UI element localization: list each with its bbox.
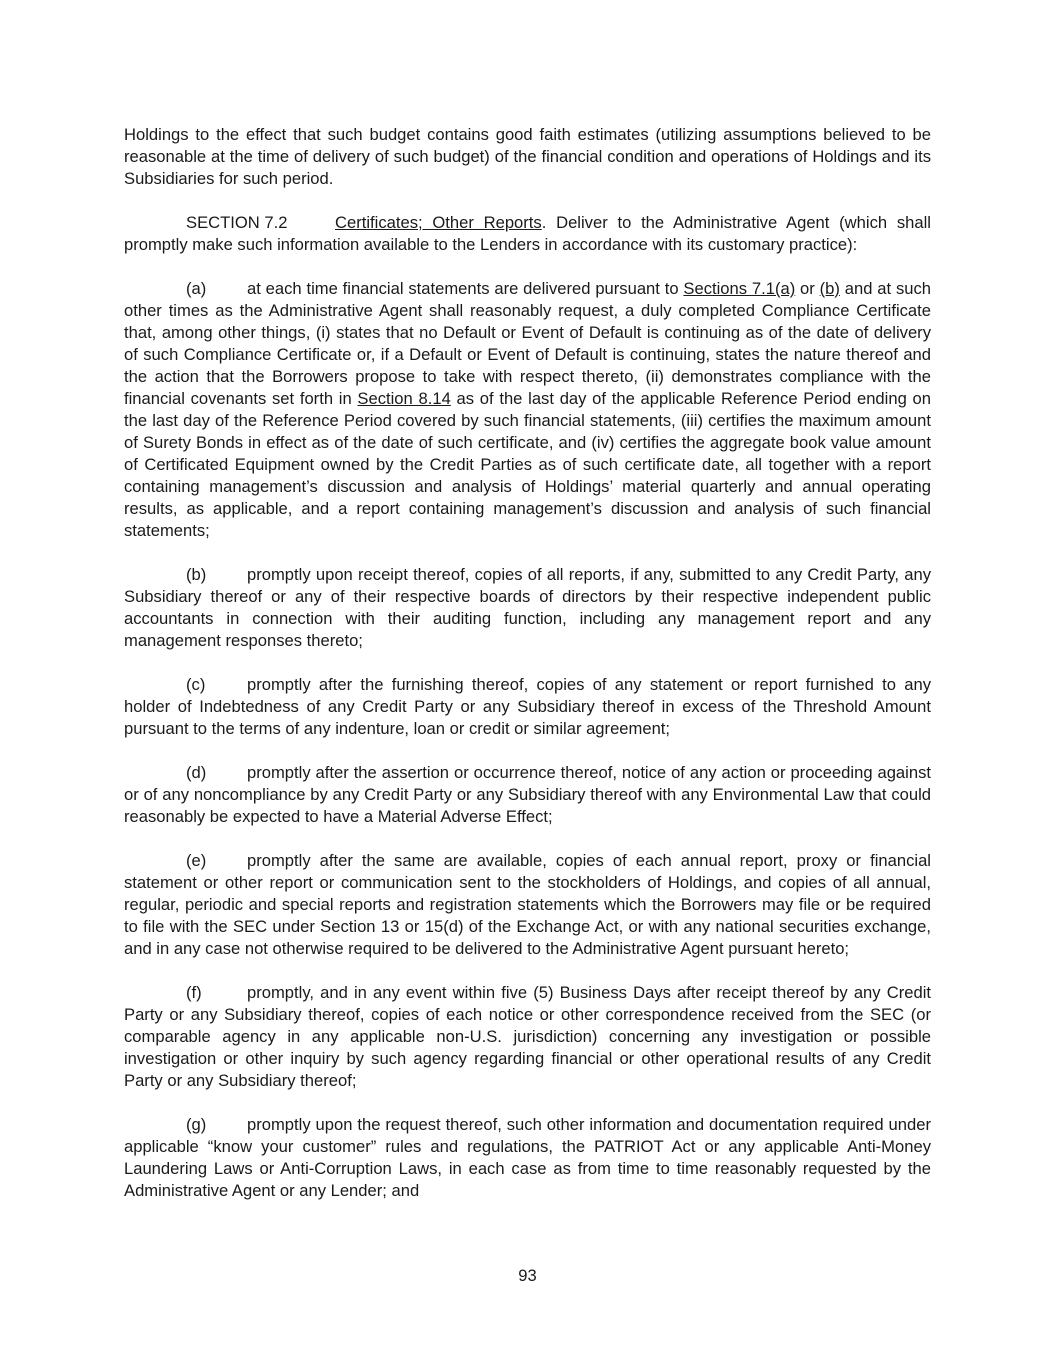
- item-e-paragraph: [124, 850, 931, 960]
- section-number: SECTION 7.2: [186, 213, 288, 232]
- item-a-text-2: or: [795, 279, 820, 298]
- item-c-label: (c): [186, 675, 206, 694]
- intro-paragraph: Holdings to the effect that such budget contains good faith estimates (utilizing assumptions believed to be reasonable at the time of delivery of such budget) of the financial condition and operations of Holdings and its Subsidiaries for such period.: [124, 125, 931, 188]
- item-g-paragraph: [124, 1114, 931, 1202]
- cross-reference-b: (b): [819, 279, 840, 298]
- item-f-text: promptly, and in any event within five (5) Business Days after receipt thereof by any Credit Party or any Subsidiary thereof, copies of each notice or other correspondence received from the SEC (or comparable agency in any applicable non-U.S. jurisdiction) concerning any investigation or possible investigation or other inquiry by such agency regarding financial or other operational results of any Credit Party or any Subsidiary thereof;: [124, 983, 931, 1090]
- item-g-text: promptly upon the request thereof, such other information and documentation required under applicable “know your customer” rules and regulations, the PATRIOT Act or any applicable Anti-Money Laundering Laws or Anti-Corruption Laws, in each case as from time to time reasonably requested by the Administrative Agent or any Lender; and: [124, 1115, 931, 1200]
- item-d-text: promptly after the assertion or occurrence thereof, notice of any action or proceeding against or of any noncompliance by any Credit Party or any Subsidiary thereof with any Environmental Law that could reasonably be expected to have a Material Adverse Effect;: [124, 763, 931, 826]
- item-b-text: promptly upon receipt thereof, copies of all reports, if any, submitted to any Credit Party, any Subsidiary thereof or any of their respective boards of directors by their respective independent public accountants in connection with their auditing function, including any management report and any management responses thereto;: [124, 565, 931, 650]
- item-c-text: promptly after the furnishing thereof, copies of any statement or report furnished to any holder of Indebtedness of any Credit Party or any Subsidiary thereof in excess of the Threshold Amount pursuant to the terms of any indenture, loan or credit or similar agreement;: [124, 675, 931, 738]
- item-a-text-3: and at such other times as the Administrative Agent shall reasonably request, a duly completed Compliance Certificate that, among other things, (i) states that no Default or Event of Default is continuing as of the date of delivery of such Compliance Certificate or, if a Default or Event of Default is continuing, states the nature thereof and the action that the Borrowers propose to take with respect thereto, (ii) demonstrates compliance with the financial covenants set forth in: [124, 279, 931, 408]
- section-intro-text: . Deliver to the Administrative Agent (which shall promptly make such information available to the Lenders in accordance with its customary practice):: [124, 213, 931, 254]
- item-a-text-4: as of the last day of the applicable Reference Period ending on the last day of the Reference Period covered by such financial statements, (iii) certifies the maximum amount of Surety Bonds in effect as of the date of such certificate, and (iv) certifies the aggregate book value amount of Certificated Equipment owned by the Credit Parties as of such certificate date, all together with a report containing management’s discussion and analysis of Holdings’ material quarterly and annual operating results, as applicable, and a report containing management’s discussion and analysis of such financial statements;: [124, 389, 931, 540]
- document-page: [124, 124, 931, 1202]
- item-e-label: (e): [186, 851, 207, 870]
- section-title: Certificates; Other Reports: [335, 213, 542, 232]
- item-b-paragraph: [124, 564, 931, 652]
- item-a-label: (a): [186, 279, 207, 298]
- item-e-text: promptly after the same are available, copies of each annual report, proxy or financial statement or other report or communication sent to the stockholders of Holdings, and copies of all annual, regular, periodic and special reports and registration statements which the Borrowers may file or be required to file with the SEC under Section 13 or 15(d) of the Exchange Act, or with any national securities exchange, and in any case not otherwise required to be delivered to the Administrative Agent pursuant hereto;: [124, 851, 931, 958]
- item-c-paragraph: [124, 674, 931, 740]
- item-f-paragraph: [124, 982, 931, 1092]
- item-a-text-1: at each time financial statements are delivered pursuant to: [247, 279, 684, 298]
- item-f-label: (f): [186, 983, 202, 1002]
- item-d-paragraph: [124, 762, 931, 828]
- cross-reference-sections-7-1-a: Sections 7.1(a): [683, 279, 796, 298]
- item-a-paragraph: [124, 278, 931, 542]
- cross-reference-section-8-14: Section 8.14: [357, 389, 451, 408]
- section-7-2-paragraph: [124, 212, 931, 256]
- page-number: 93: [518, 1266, 537, 1285]
- item-d-label: (d): [186, 763, 207, 782]
- item-g-label: (g): [186, 1115, 207, 1134]
- item-b-label: (b): [186, 565, 207, 584]
